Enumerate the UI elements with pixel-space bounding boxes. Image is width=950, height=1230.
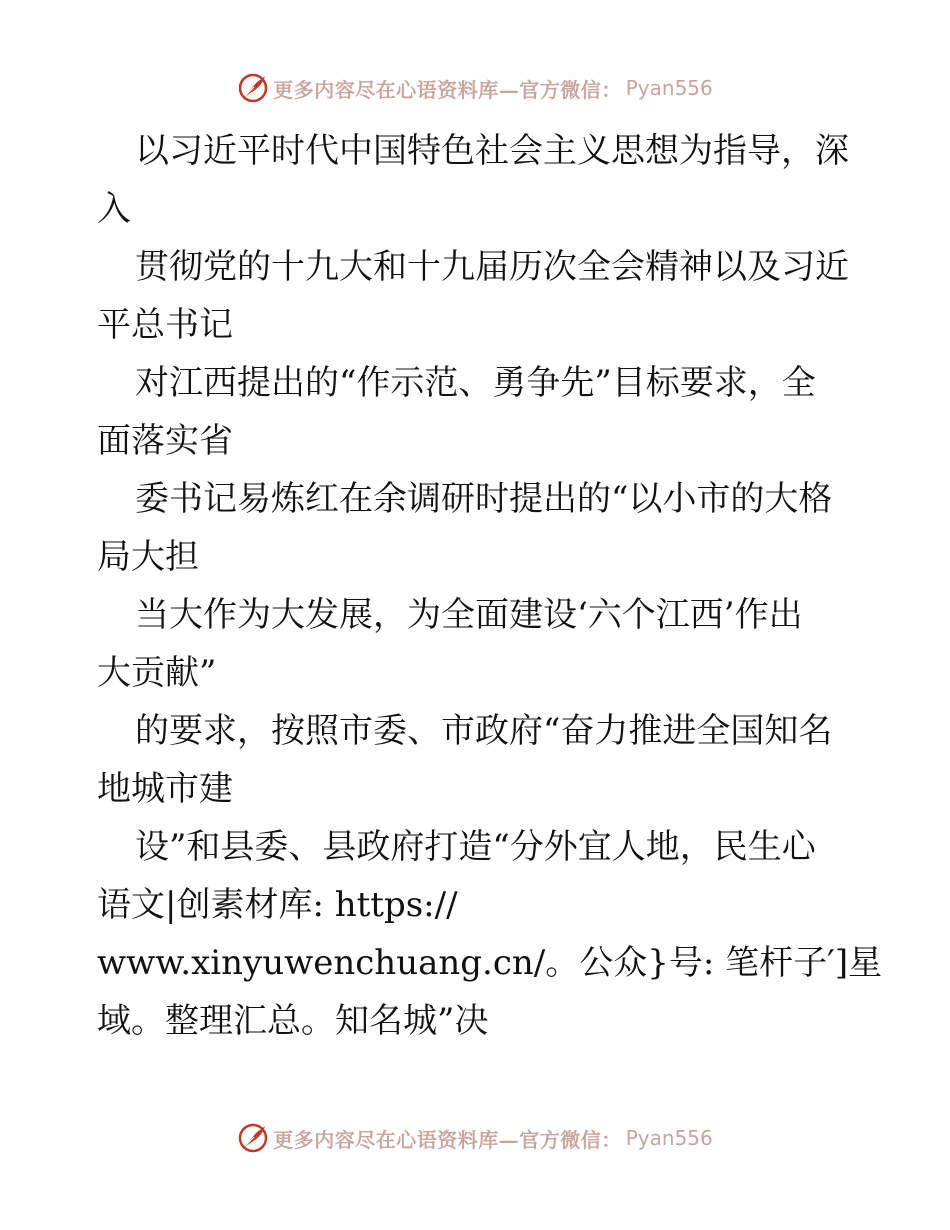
text-line: 入 (97, 189, 131, 229)
text-line: 当大作为大发展，为全面建设‘六个江西’作出 (135, 595, 803, 635)
watermark-account: Pyan556 (625, 1126, 713, 1150)
text-line: 委书记易炼红在余调研时提出的“以小市的大格 (135, 479, 833, 519)
text-line: 大贡献” (97, 653, 217, 693)
document-body (97, 122, 883, 1050)
text-line: 面落实省 (97, 421, 233, 461)
watermark-text: 更多内容尽在心语资料库—官方微信： (273, 1127, 622, 1152)
header-watermark (0, 72, 950, 104)
watermark-text: 更多内容尽在心语资料库—官方微信： (273, 77, 622, 102)
text-line: 设”和县委、县政府打造“分外宜人地，民生心 (135, 827, 816, 867)
text-line: 地城市建 (97, 769, 233, 809)
text-line: 对江西提出的“作示范、勇争先”目标要求，全 (135, 363, 816, 403)
watermark-account: Pyan556 (625, 76, 713, 100)
text-line: 语文|创素材库: https:// (97, 885, 458, 925)
text-line: 的要求，按照市委、市政府“奋力推进全国知名 (135, 711, 833, 751)
text-line: 平总书记 (97, 305, 233, 345)
feather-pen-logo-icon (237, 72, 269, 104)
footer-watermark (0, 1122, 950, 1154)
text-line: 局大担 (97, 537, 199, 577)
text-line: 贯彻党的十九大和十九届历次全会精神以及习近 (135, 247, 849, 287)
text-line: 域。整理汇总。知名城”决 (97, 1001, 489, 1041)
text-line: www.xinyuwenchuang.cn/。公众}号: 笔杆子′]星 (97, 943, 883, 983)
feather-pen-logo-icon (237, 1122, 269, 1154)
text-line: 以习近平时代中国特色社会主义思想为指导，深 (135, 131, 849, 171)
